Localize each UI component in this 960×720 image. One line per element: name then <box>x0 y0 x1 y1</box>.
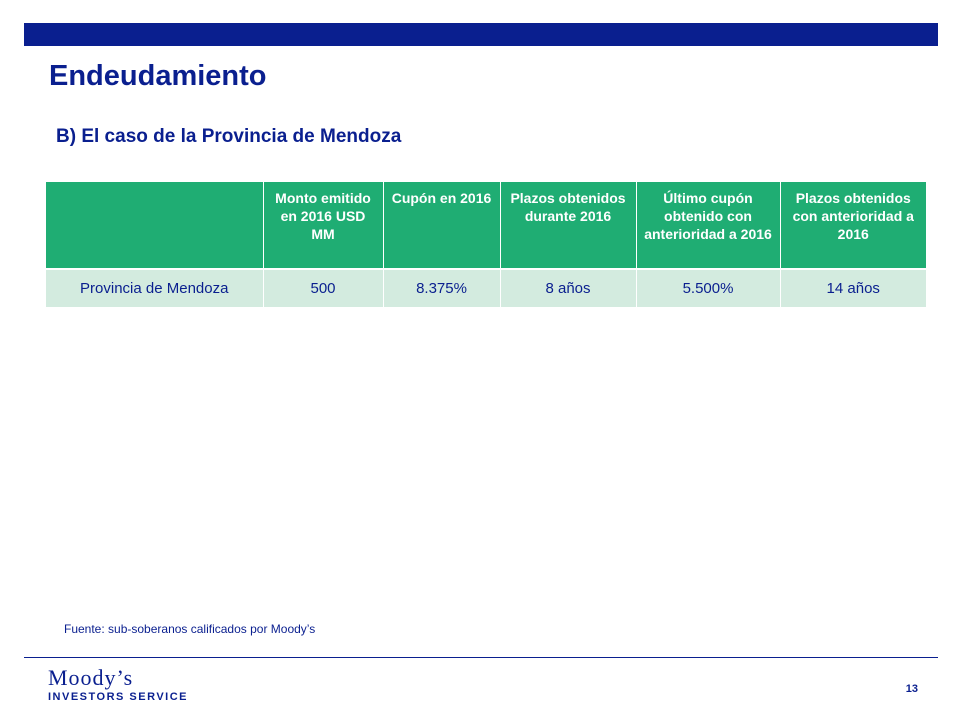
table-header-row <box>46 182 926 269</box>
page-title: Endeudamiento <box>49 60 267 92</box>
logo-tagline: INVESTORS SERVICE <box>48 691 189 703</box>
table-row <box>46 269 926 307</box>
cell-plazos-anteriores: 14 años <box>780 269 926 307</box>
header-cell-monto: Monto emitido en 2016 USD MM <box>263 182 383 269</box>
top-banner-bar <box>24 23 938 46</box>
header-cell-plazos-2016: Plazos obtenidos durante 2016 <box>500 182 636 269</box>
debt-table <box>46 182 926 307</box>
page-number: 13 <box>905 683 918 695</box>
section-subtitle: B) El caso de la Provincia de Mendoza <box>56 126 402 147</box>
cell-cupon: 8.375% <box>383 269 500 307</box>
source-note: Fuente: sub-soberanos calificados por Moody’s <box>64 622 316 636</box>
footer-divider <box>24 657 938 658</box>
header-cell-plazos-anteriores: Plazos obtenidos con anterioridad a 2016 <box>780 182 926 269</box>
cell-provincia: Provincia de Mendoza <box>46 269 263 307</box>
cell-monto: 500 <box>263 269 383 307</box>
header-cell-ultimo-cupon: Último cupón obtenido con anterioridad a 2016 <box>636 182 780 269</box>
cell-plazos-2016: 8 años <box>500 269 636 307</box>
moodys-logo <box>48 667 188 703</box>
header-cell-cupon: Cupón en 2016 <box>383 182 500 269</box>
logo-wordmark: Moody’s <box>48 665 134 690</box>
header-cell-empty <box>46 182 263 269</box>
cell-ultimo-cupon: 5.500% <box>636 269 780 307</box>
